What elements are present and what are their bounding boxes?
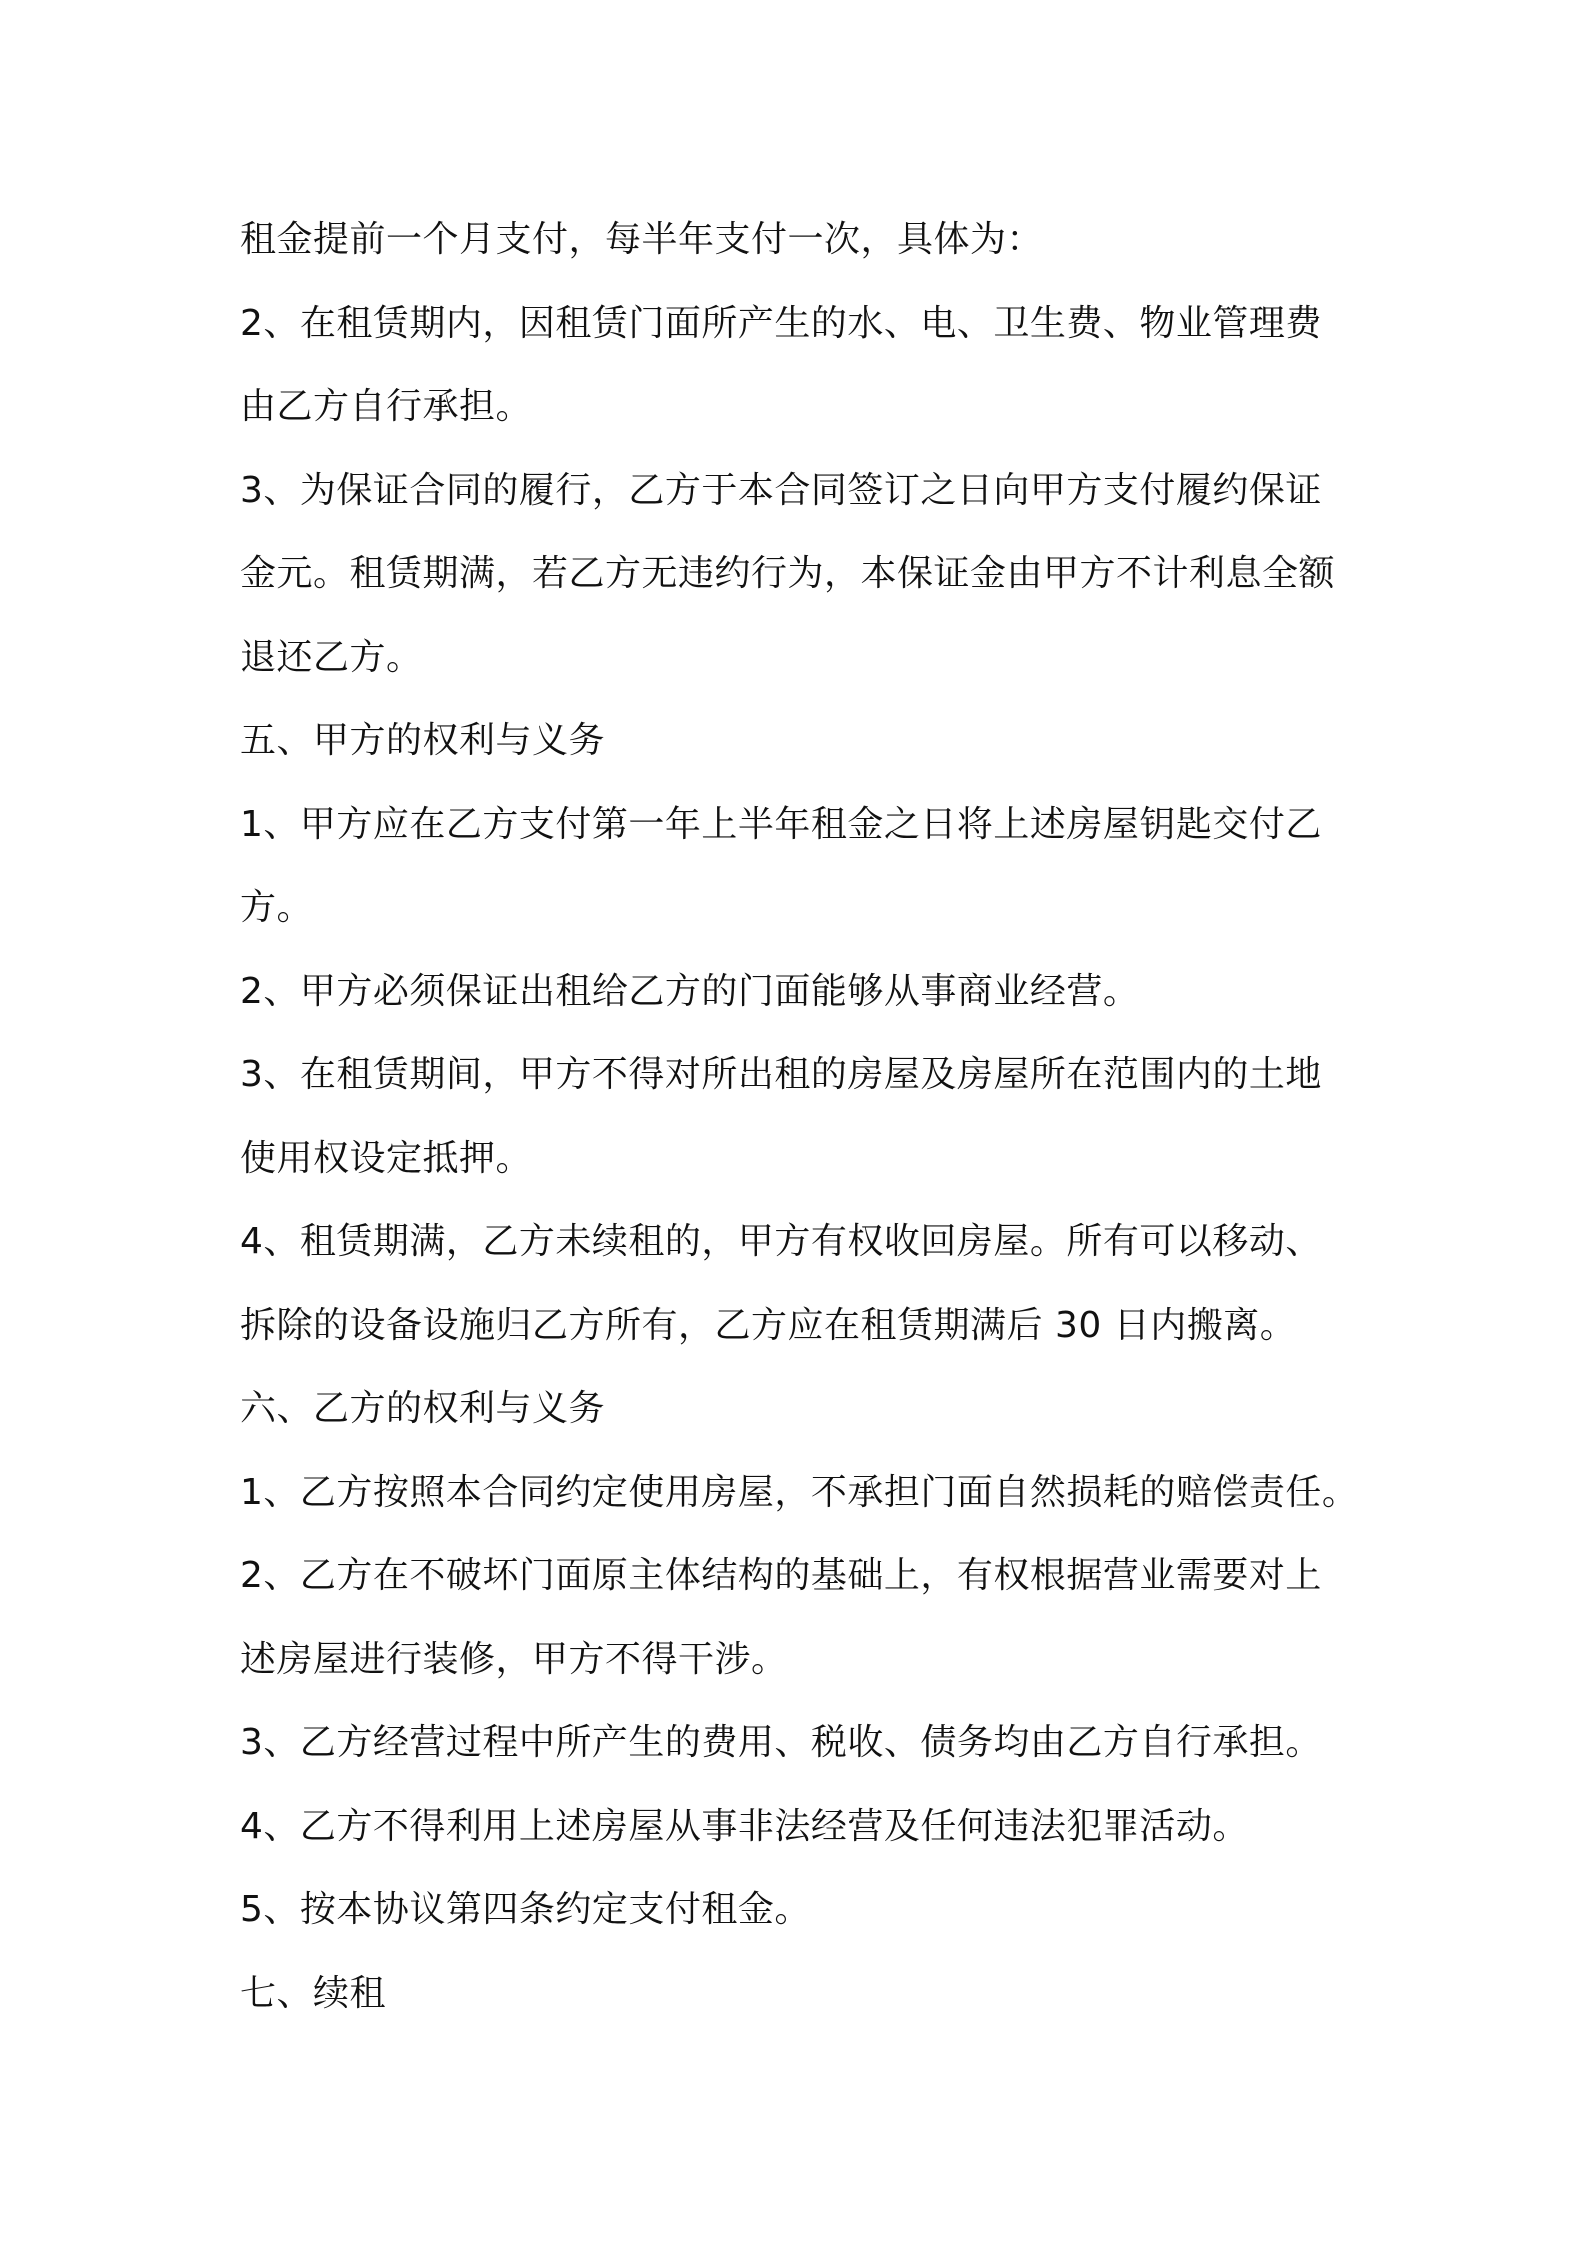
text-line: 3、在租赁期间，甲方不得对所出租的房屋及房屋所在范围内的土地 <box>240 1054 1322 1095</box>
text-line: 5、按本协议第四条约定支付租金。 <box>240 1889 811 1930</box>
text-line: 2、在租赁期内，因租赁门面所产生的水、电、卫生费、物业管理费 <box>240 302 1322 344</box>
text-line: 租金提前一个月支付，每半年支付一次，具体为： <box>240 219 1044 260</box>
text-line: 3、乙方经营过程中所产生的费用、税收、债务均由乙方自行承担。 <box>240 1722 1322 1763</box>
contract-text <box>240 198 1380 2035</box>
section-heading: 六、乙方的权利与义务 <box>240 1388 606 1429</box>
text-line: 退还乙方。 <box>240 636 423 678</box>
text-line: 拆除的设备设施归乙方所有，乙方应在租赁期满后 30 日内搬离。 <box>240 1304 1297 1346</box>
text-line: 4、乙方不得利用上述房屋从事非法经营及任何违法犯罪活动。 <box>240 1805 1249 1847</box>
text-line: 3、为保证合同的履行，乙方于本合同签订之日向甲方支付履约保证 <box>240 469 1322 511</box>
text-line: 金元。租赁期满，若乙方无违约行为，本保证金由甲方不计利息全额 <box>240 553 1336 594</box>
text-line: 使用权设定抵押。 <box>240 1137 533 1179</box>
text-line: 2、乙方在不破坏门面原主体结构的基础上，有权根据营业需要对上 <box>240 1555 1322 1596</box>
text-line: 2、甲方必须保证出租给乙方的门面能够从事商业经营。 <box>240 970 1140 1012</box>
text-line: 由乙方自行承担。 <box>240 386 533 427</box>
text-line: 4、租赁期满，乙方未续租的，甲方有权收回房屋。所有可以移动、 <box>240 1221 1322 1262</box>
text-line: 1、乙方按照本合同约定使用房屋，不承担门面自然损耗的赔偿责任。 <box>240 1471 1359 1513</box>
section-heading: 七、续租 <box>240 1972 387 2014</box>
text-line: 1、甲方应在乙方支付第一年上半年租金之日将上述房屋钥匙交付乙 <box>240 803 1322 845</box>
section-heading: 五、甲方的权利与义务 <box>240 720 606 761</box>
text-line: 述房屋进行装修，甲方不得干涉。 <box>240 1638 788 1680</box>
text-line: 方。 <box>240 887 314 928</box>
